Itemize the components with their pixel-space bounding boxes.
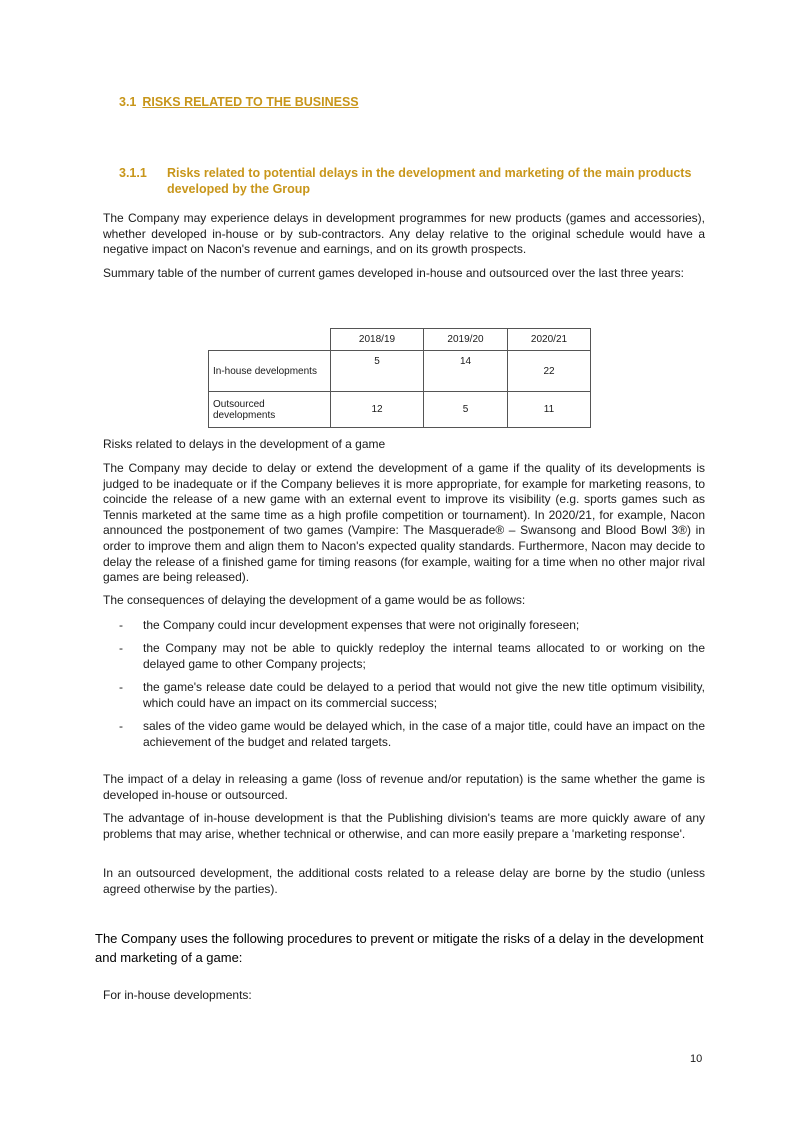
inhouse-label: For in-house developments: (103, 988, 252, 1002)
table-row-label: Outsourced developments (209, 392, 331, 428)
table-header-cell: 2019/20 (424, 329, 508, 351)
list-item: - the Company could incur development expenses that were not originally foreseen; (119, 618, 580, 632)
table-header-row (209, 329, 591, 351)
table-caption: Summary table of the number of current games developed in-house and outsourced over the last three years: (103, 266, 684, 280)
table-corner-cell (209, 329, 331, 351)
consequences-intro: The consequences of delaying the development of a game would be as follows: (103, 593, 526, 607)
table-row-label: In-house developments (209, 351, 331, 392)
section-title: RISKS RELATED TO THE BUSINESS (142, 95, 359, 109)
table-cell: 22 (508, 351, 591, 392)
table-header-cell: 2018/19 (331, 329, 424, 351)
outsourced-paragraph: In an outsourced development, the additional costs related to a release delay are borne by the studio (unless agreed otherwise by the parties). (103, 866, 705, 896)
consequences-list (103, 617, 705, 757)
table-cell: 11 (508, 392, 591, 428)
table-cell: 12 (331, 392, 424, 428)
section-number: 3.1 (119, 95, 137, 109)
subsection-title: Risks related to potential delays in the development and marketing of the main products developed by the Group (167, 166, 692, 196)
section-heading (119, 95, 359, 109)
impact-paragraph: The impact of a delay in releasing a game (loss of revenue and/or reputation) is the same whether the game is developed in-house or outsourced. (103, 772, 705, 802)
delay-paragraph: The Company may decide to delay or extend the development of a game if the quality of its developments is judged to be inadequate or if the Company believes it is more appropriate, for example for marketing reasons, to coincide the release of a new game with an external event to improve its visibility (e.g. sports games such as Tennis marketed at the same time as a high profile competition or tournament). In 2020/21, for example, Nacon announced the postponement of two games (Vampire: The Masquerade® – Swansong and Blood Bowl 3®) in order to improve them and align them to Nacon's expected quality standards. Furthermore, Nacon may decide to delay the release of a finished game for timing reasons (for example, waiting for a time when no other major rival games are being released). (103, 461, 705, 585)
games-table (208, 328, 591, 428)
list-item: - the Company may not be able to quickly redeploy the internal teams allocated to or working on the delayed game to other Company projects; (119, 641, 705, 671)
table-cell: 14 (424, 351, 508, 392)
intro-paragraph: The Company may experience delays in development programmes for new products (games and accessories), whether developed in-house or by sub-contractors. Any delay relative to the original schedule would have a negative impact on Nacon's revenue and earnings, and on its growth prospects. (103, 211, 705, 257)
table-row (209, 351, 591, 392)
advantage-paragraph: The advantage of in-house development is that the Publishing division's teams are more quickly aware of any problems that may arise, whether technical or otherwise, and can more easily prepare a 'marketing response'. (103, 811, 705, 841)
table-cell: 5 (331, 351, 424, 392)
table-row (209, 392, 591, 428)
table-cell: 5 (424, 392, 508, 428)
table-header-cell: 2020/21 (508, 329, 591, 351)
delay-heading: Risks related to delays in the development of a game (103, 437, 386, 451)
list-item: - the game's release date could be delayed to a period that would not give the new title optimum visibility, which could have an impact on its commercial success; (119, 680, 705, 710)
list-item: - sales of the video game would be delayed which, in the case of a major title, could have an impact on the achievement of the budget and related targets. (119, 719, 705, 749)
page-number: 10 (690, 1053, 703, 1065)
procedures-paragraph: The Company uses the following procedures to prevent or mitigate the risks of a delay in the development and marketing of a game: (95, 931, 704, 965)
subsection-number: 3.1.1 (119, 166, 147, 180)
